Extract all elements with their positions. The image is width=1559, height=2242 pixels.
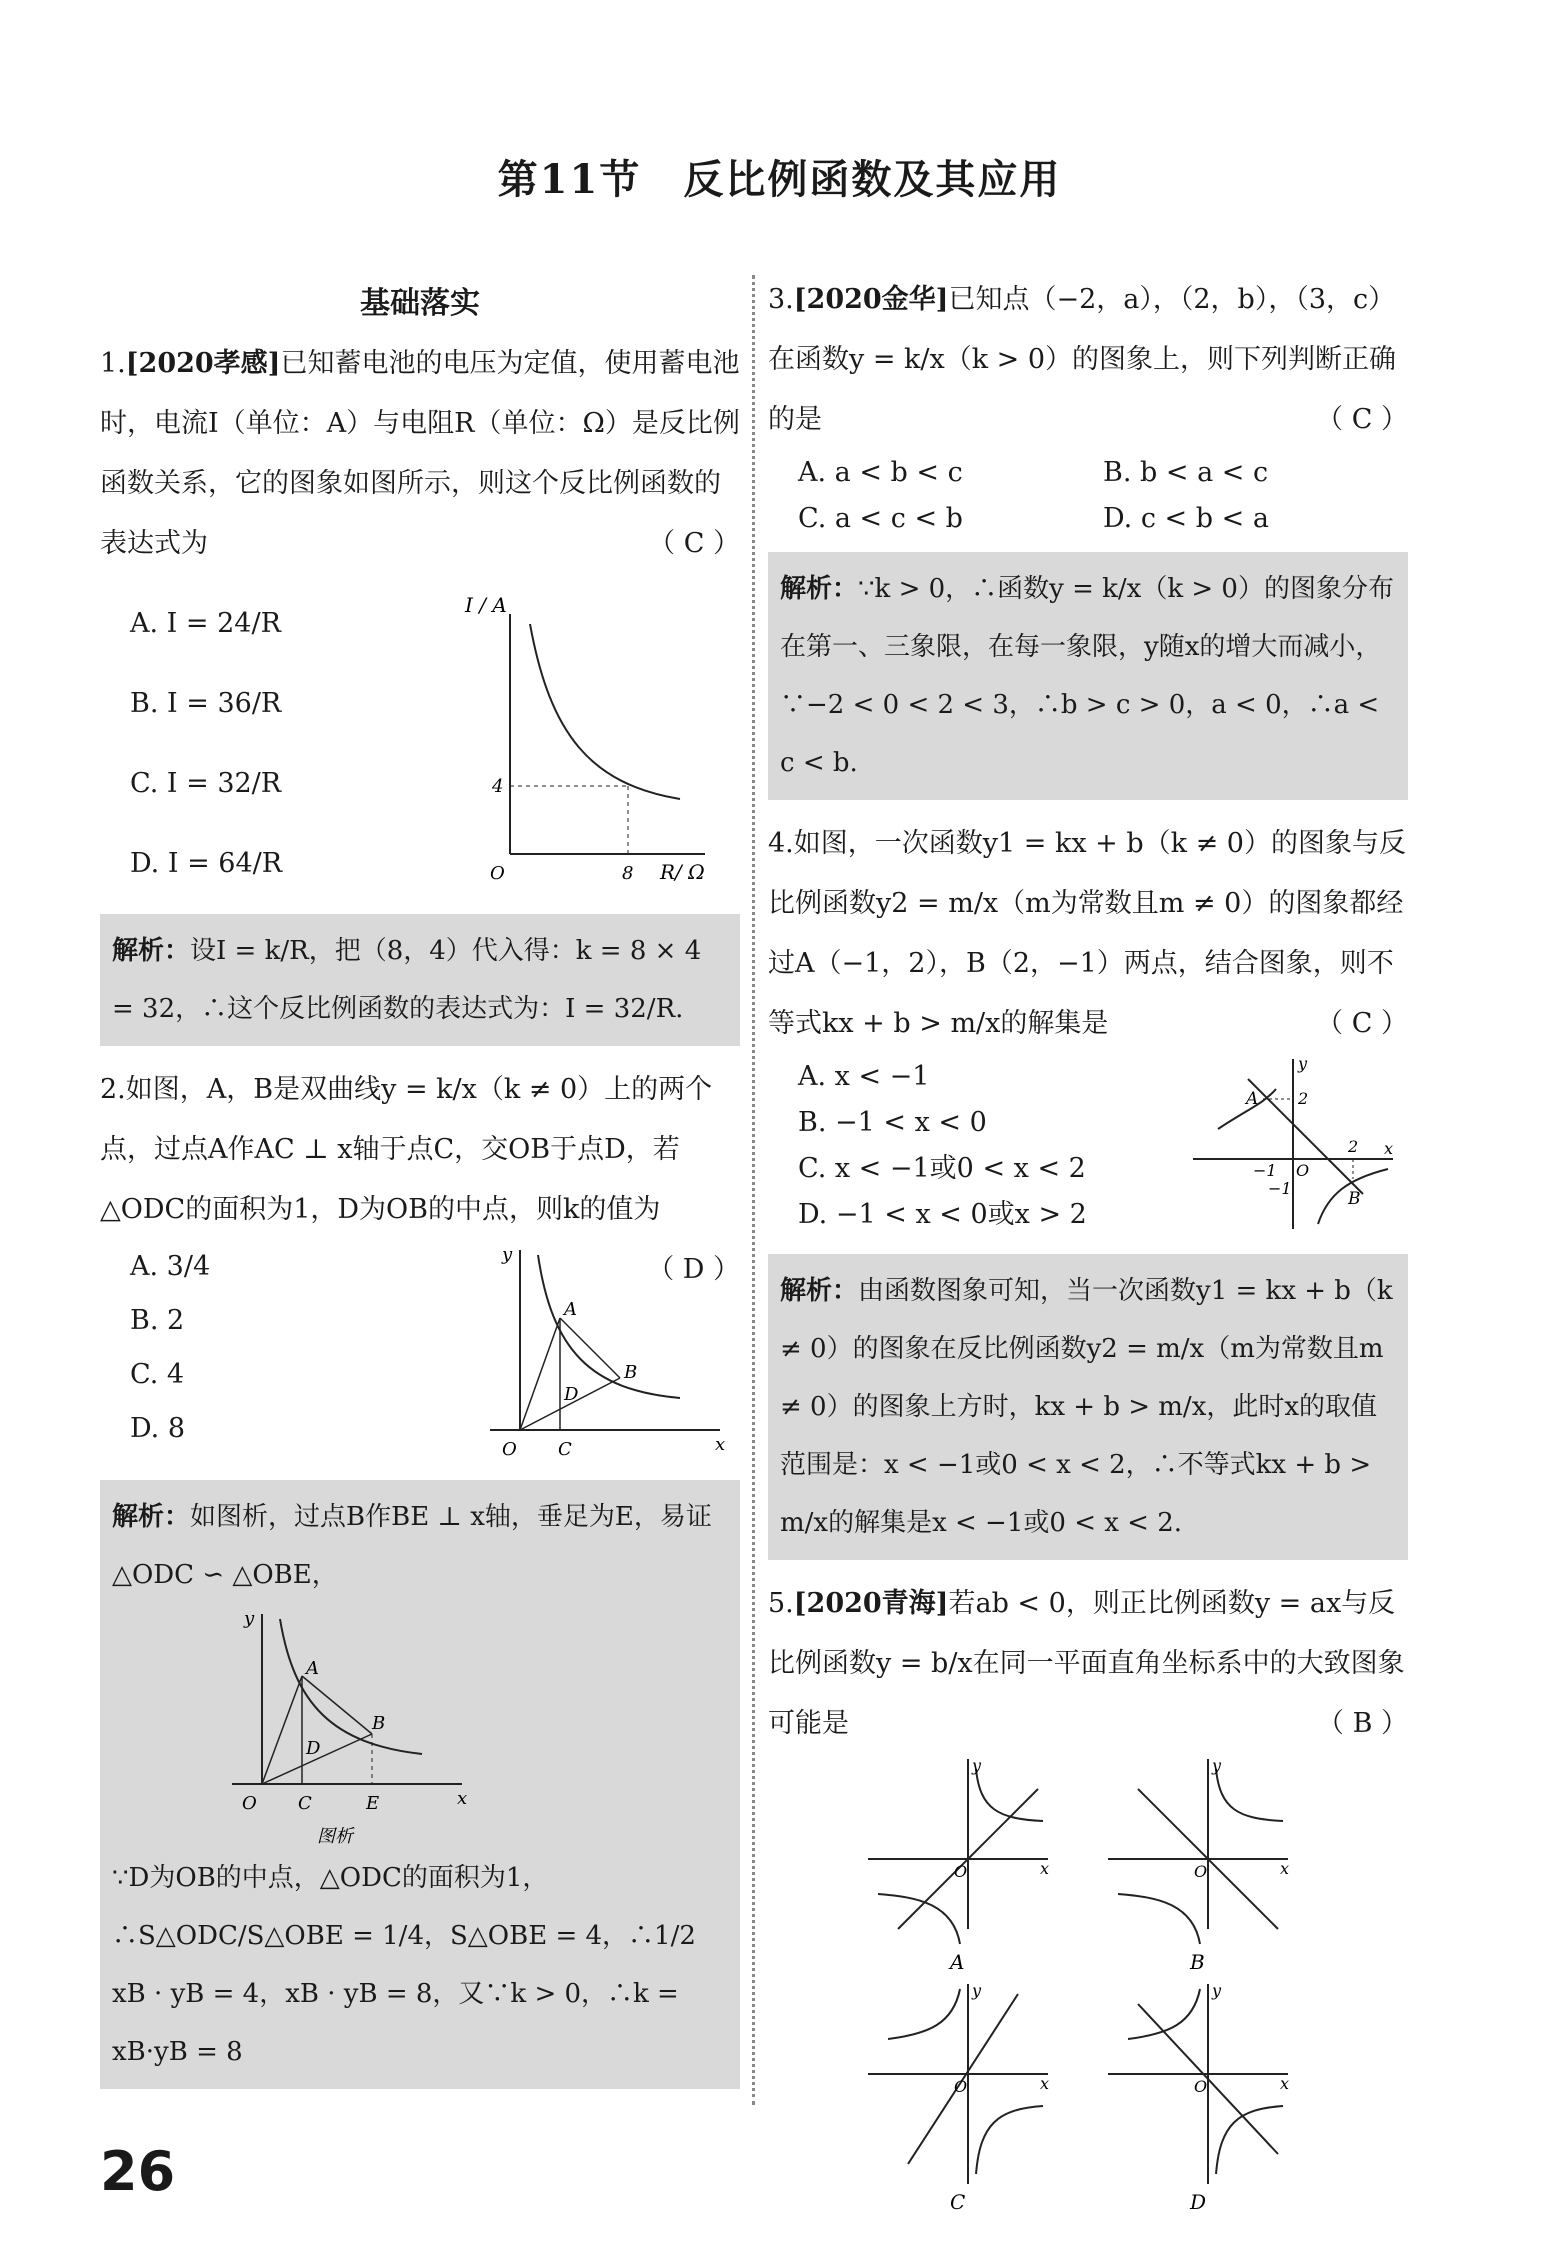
q1-expl-text: 设I = k/R，把（8，4）代入得：k = 8 × 4 = 32，∴这个反比例函数的表达式为：I = 32/R. [112,936,702,1024]
q4-xtick-m1: −1 [1253,1161,1277,1180]
q4-x-label: x [1384,1139,1394,1158]
q2a-point-c: C [298,1793,312,1814]
q5c-y: y [972,1981,982,2000]
q4-graph [1188,1054,1398,1239]
q1-xtick: 8 [622,863,634,884]
q1-answer: （ C ） [648,528,740,559]
q2-number: 2. [100,1074,126,1105]
q5-label-a: A [950,1950,965,1974]
q2a-point-a: A [306,1658,319,1679]
q2-x-label: x [715,1434,726,1455]
q5d-x: x [1280,2074,1290,2093]
q3-option-b: B. b < a < c [1103,457,1269,488]
q4-point-a: A [1246,1089,1259,1109]
q5c-x: x [1040,2074,1050,2093]
q4-origin: O [1296,1161,1310,1180]
page-number: 26 [100,2140,176,2203]
q1-x-label: R/ Ω [660,860,705,884]
q2-graph [480,1240,740,1465]
q2-option-c: C. 4 [130,1359,185,1390]
q2-analysis-graph [222,1604,482,1849]
q1-origin: O [490,863,505,884]
q5-label-d: D [1190,2190,1207,2214]
page-title: 第11节 反比例函数及其应用 [497,156,1062,203]
q4-option-c: C. x < −1或0 < x < 2 [798,1153,1086,1184]
q1-option-a: A. I = 24/R [130,608,281,639]
q5-label-c: C [950,2190,966,2214]
q3-expl-text: ∵k > 0，∴函数y = k/x（k > 0）的图象分布在第一、三象限，在每一象限，y随x的增大而减小，∵−2 < 0 < 2 < 3，∴b > c > 0，a < 0，∴a < c < b. [780,574,1394,778]
section-heading: 基础落实 [360,286,480,321]
q4-explanation [768,1254,1408,1560]
q4-expl-label: 解析： [780,1276,859,1306]
question-1 [100,334,740,574]
q5b-x: x [1280,1859,1290,1878]
q4-option-d: D. −1 < x < 0或x > 2 [798,1199,1087,1230]
q4-option-b: B. −1 < x < 0 [798,1107,987,1138]
q1-ytick: 4 [492,776,504,797]
q4-number: 4. [768,828,794,859]
q2-option-d: D. 8 [130,1413,186,1444]
q3-option-a: A. a < b < c [798,457,963,488]
q4-expl-text: 由函数图象可知，当一次函数y1 = kx + b（k ≠ 0）的图象在反比例函数y2 = m/x（m为常数且m ≠ 0）的图象上方时，kx + b > m/x，此时x的取值范围是：x < −1或0 < x < 2，∴不等式kx + b > m/x的解集是x < −1或0 < x < 2. [780,1276,1393,1538]
q1-expl-label: 解析： [112,936,191,966]
q1-tag: [2020孝感] [125,348,281,379]
q1-number: 1. [100,348,126,379]
q2-point-d: D [564,1384,579,1405]
q3-text: 已知点（−2，a），（2，b），（3，c）在函数y = k/x（k > 0）的图象上，则下列判断正确的是 [768,284,1397,435]
q4-text: 如图，一次函数y1 = kx + b（k ≠ 0）的图象与反比例函数y2 = m/x（m为常数且m ≠ 0）的图象都经过A（−1，2），B（2，−1）两点，结合图象，则不等式kx + b > m/x的解集是 [768,828,1406,1039]
q4-xtick-2: 2 [1348,1137,1359,1156]
q2-fig-area [112,1604,728,1849]
q2a-point-e: E [366,1793,380,1814]
q1-option-c: C. I = 32/R [130,768,282,799]
q2-explanation [100,1480,740,2089]
q2-expl-label: 解析： [112,1502,191,1532]
q5-graph-a [868,1756,1049,1974]
q4-option-a: A. x < −1 [798,1061,930,1092]
q4-ytick-2: 2 [1298,1089,1309,1108]
q3-option-c: C. a < c < b [798,503,963,534]
q5a-o: O [954,1862,968,1881]
q5-answer: （ B ） [1316,1708,1408,1739]
q1-option-b: B. I = 36/R [130,688,282,719]
q2a-point-b: B [372,1713,386,1734]
q2-expl-line2: ∵D为OB的中点，△ODC的面积为1，∴S△ODC/S△OBE = 1/4，S△OBE = 4，∴1/2 xB · yB = 4，xB · yB = 8，又∵k > 0，∴k = xB·yB = 8 [112,1863,696,2067]
q2-point-b: B [624,1362,638,1383]
q4-options-area [768,1054,1408,1244]
q2-answer: （ D ） [647,1254,740,1285]
question-3 [768,270,1408,450]
q5-label-b: B [1190,1950,1205,1974]
q4-answer: （ C ） [1316,1008,1408,1039]
q3-tag: [2020金华] [793,284,949,315]
q5d-y: y [1212,1981,1222,2000]
q5-tag: [2020青海] [793,1588,949,1619]
q2a-caption: 图析 [317,1826,353,1847]
q2-options-area [100,1240,740,1470]
q3-explanation [768,552,1408,800]
q3-options [768,450,1408,542]
q2-y-label: y [502,1244,513,1265]
q1-text: 已知蓄电池的电压为定值，使用蓄电池时，电流I（单位：A）与电阻R（单位：Ω）是反比例函数关系，它的图象如图所示，则这个反比例函数的表达式为 [100,348,740,559]
q3-expl-label: 解析： [780,574,859,604]
q5c-o: O [954,2077,968,2096]
q4-ytick-m1: −1 [1268,1179,1292,1198]
q3-option-d: D. c < b < a [1103,503,1269,534]
question-4 [768,814,1408,1054]
q5a-y: y [972,1756,982,1775]
question-5 [768,1574,1408,1754]
q5d-o: O [1194,2077,1208,2096]
q2-expl-line1: 如图析，过点B作BE ⊥ x轴，垂足为E，易证△ODC ∽ △OBE， [112,1502,712,1590]
q1-graph [460,584,730,884]
q1-option-d: D. I = 64/R [130,848,283,879]
q5-graphs [768,1754,1408,2214]
q5b-y: y [1212,1756,1222,1775]
q1-y-label: I / A [465,593,507,617]
q5a-x: x [1040,1859,1050,1878]
q2-option-b: B. 2 [130,1305,185,1336]
q1-options-area [100,574,740,904]
q2a-point-d: D [306,1738,321,1759]
q3-answer: （ C ） [1316,404,1408,435]
q5-number: 5. [768,1588,794,1619]
q3-number: 3. [768,284,794,315]
q2a-y-label: y [244,1608,255,1629]
q1-explanation [100,914,740,1046]
q4-point-b: B [1348,1189,1361,1209]
q5-graph-d [1108,1981,1289,2214]
q2a-origin: O [242,1793,257,1814]
q2-option-a: A. 3/4 [130,1251,211,1282]
q2-point-c: C [558,1439,572,1460]
q2a-x-label: x [457,1788,468,1809]
q5b-o: O [1194,1862,1208,1881]
q5-graph-c [868,1981,1049,2214]
right-column [768,270,1408,2218]
q2-point-a: A [564,1299,577,1320]
q5-text: 若ab < 0，则正比例函数y = ax与反比例函数y = b/x在同一平面直角坐标系中的大致图象可能是 [768,1588,1405,1739]
q4-y-label: y [1298,1054,1308,1073]
q2-text: 如图，A，B是双曲线y = k/x（k ≠ 0）上的两个点，过点A作AC ⊥ x轴于点C，交OB于点D，若△ODC的面积为1，D为OB的中点，则k的值为 [100,1074,713,1225]
column-divider [752,275,755,2105]
left-column [100,270,740,2103]
q2-origin: O [502,1439,517,1460]
q5-graph-b [1108,1756,1289,1974]
